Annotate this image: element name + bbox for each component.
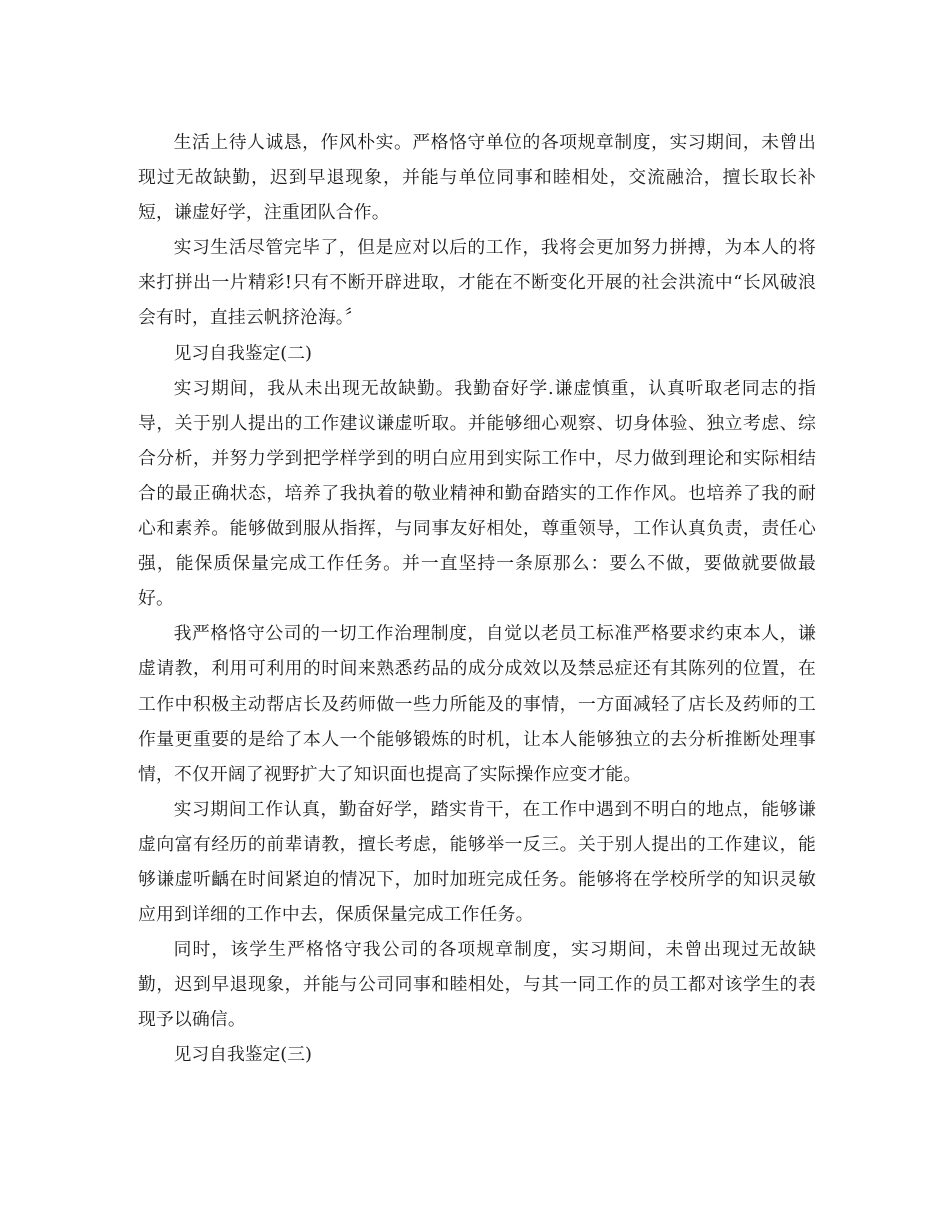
paragraph-1: 生活上待人诚恳，作风朴实。严格恪守单位的各项规章制度，实习期间，未曾出现过无故缺勤，迟到早退现象，并能与单位同事和睦相处，交流融洽，擅长取长补短，谦虚好学，注重团队合作。 <box>138 132 816 224</box>
document-body <box>138 125 816 1073</box>
paragraph-3: 实习期间，我从未出现无故缺勤。我勤奋好学.谦虚慎重，认真听取老同志的指导，关于别人提出的工作建议谦虚听取。并能够细心观察、切身体验、独立考虑、综合分析，并努力学到把学样学到的明白应用到实际工作中，尽力做到理论和实际相结合的最正确状态，培养了我执着的敬业精神和勤奋踏实的工作作风。也培养了我的耐心和素养。能够做到服从指挥，与同事友好相处，尊重领导，工作认真负责，责任心强，能保质保量完成工作任务。并一直坚持一条原那么：要么不做，要做就要做最好。 <box>138 377 816 610</box>
section-heading-2: 见习自我鉴定(二) <box>173 342 312 364</box>
paragraph-2: 实习生活尽管完毕了，但是应对以后的工作，我将会更加努力拼搏，为本人的将来打拼出一片精彩!只有不断开辟进取，才能在不断变化开展的社会洪流中“长风破浪会有时，直挂云帆挤沧海。〞 <box>138 237 816 329</box>
paragraph-6: 同时，该学生严格恪守我公司的各项规章制度，实习期间，未曾出现过无故缺勤，迟到早退现象，并能与公司同事和睦相处，与其一同工作的员工都对该学生的表现予以确信。 <box>138 939 816 1031</box>
section-heading-3: 见习自我鉴定(三) <box>173 1044 312 1066</box>
paragraph-4: 我严格恪守公司的一切工作治理制度，自觉以老员工标准严格要求约束本人，谦虚请教，利用可利用的时间来熟悉药品的成分成效以及禁忌症还有其陈列的位置，在工作中积极主动帮店长及药师做一些力所能及的事情，一方面减轻了店长及药师的工作量更重要的是给了本人一个能够锻炼的时机，让本人能够独立的去分析推断处理事情，不仅开阔了视野扩大了知识面也提高了实际操作应变才能。 <box>138 623 816 785</box>
paragraph-5: 实习期间工作认真，勤奋好学，踏实肯干，在工作中遇到不明白的地点，能够谦虚向富有经历的前辈请教，擅长考虑，能够举一反三。关于别人提出的工作建议，能够谦虚听齲在时间紧迫的情况下，加时加班完成任务。能够将在学校所学的知识灵敏应用到详细的工作中去，保质保量完成工作任务。 <box>138 798 816 926</box>
